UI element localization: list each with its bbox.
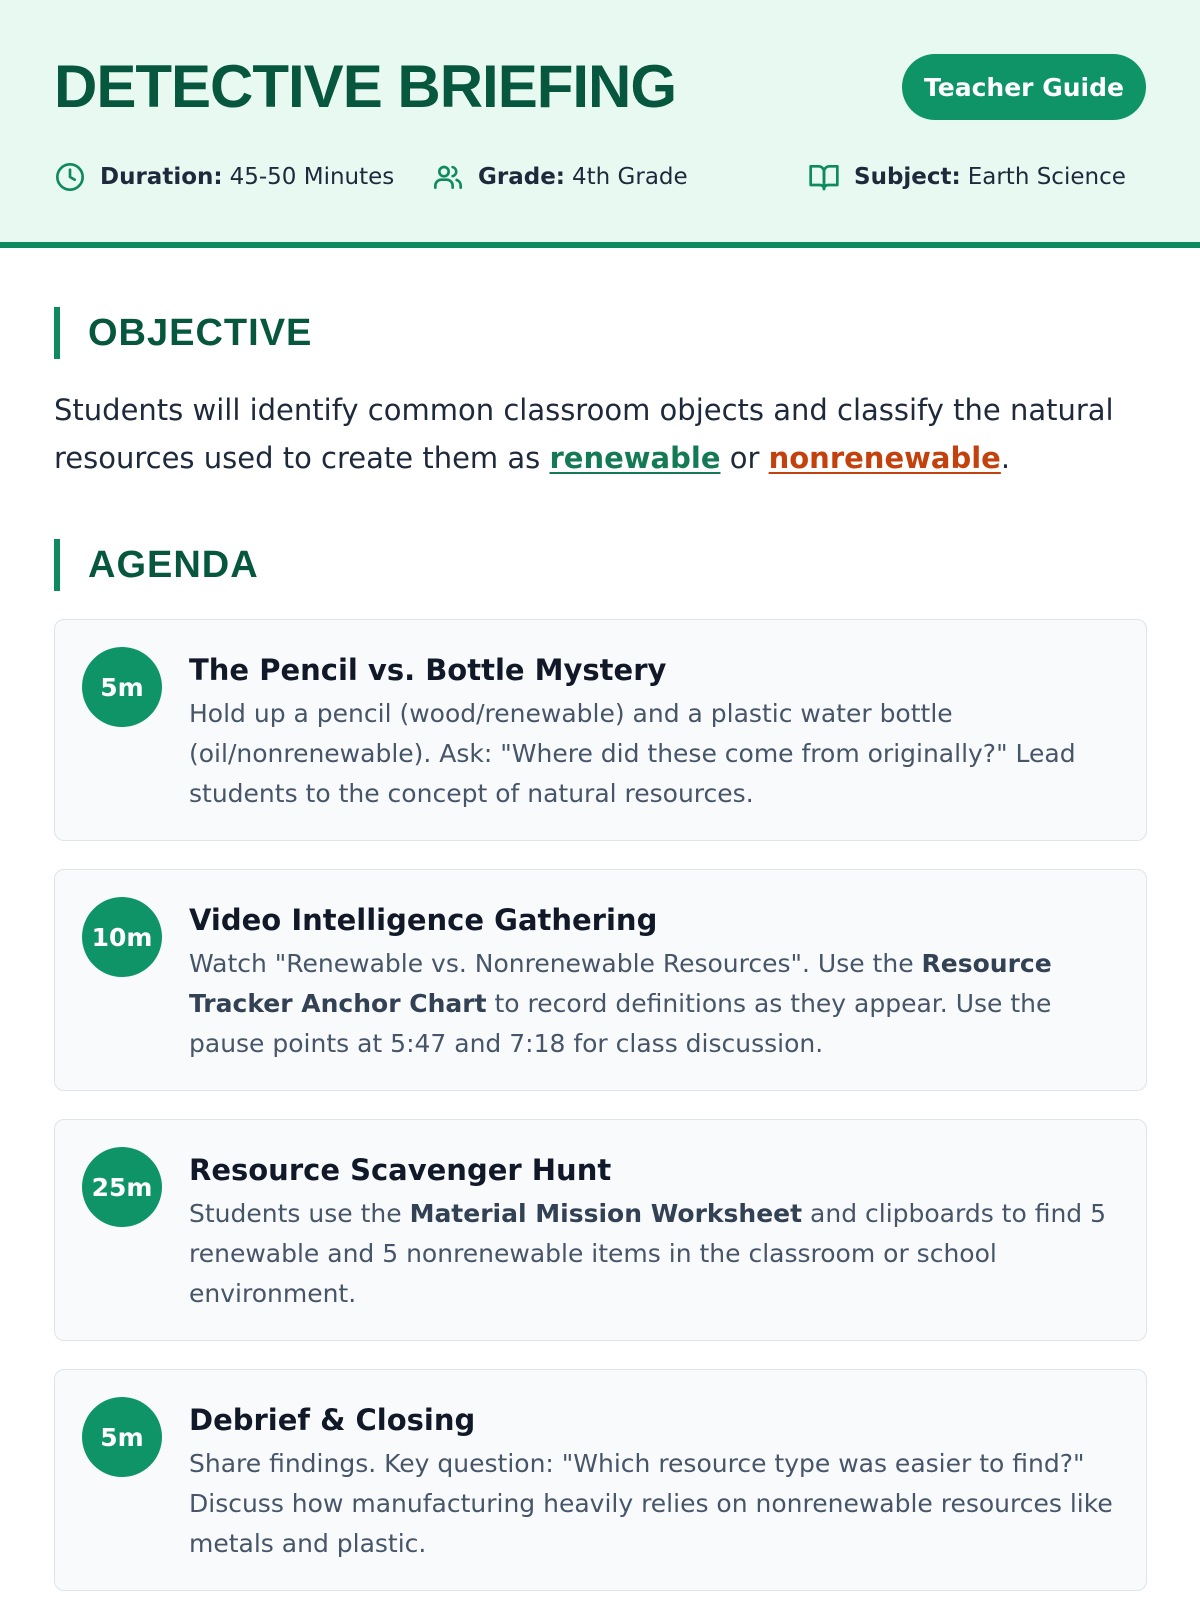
meta-subject <box>808 160 1126 194</box>
meta-subject-label: Subject: <box>854 164 961 190</box>
agenda-item-text: Share findings. Key question: "Which resource type was easier to find?" Discuss how manufacturing heavily relies on nonrenewable resources like metals and plastic. <box>189 1449 1113 1558</box>
agenda-item <box>54 1369 1147 1591</box>
meta-grade-value: 4th Grade <box>572 164 688 190</box>
meta-grade-label: Grade: <box>478 164 566 190</box>
time-badge: 5m <box>82 1397 162 1477</box>
page-header <box>0 0 1200 248</box>
agenda-item-text: and clipboards to find 5 renewable and 5 nonrenewable items in the classroom or school environment. <box>189 1199 1107 1308</box>
agenda-item-description <box>189 1194 1124 1314</box>
agenda-item-title: Video Intelligence Gathering <box>189 903 658 937</box>
agenda-item-title: Resource Scavenger Hunt <box>189 1153 612 1187</box>
agenda-item-text: to record definitions as they appear. Use the pause points at 5:47 and 7:18 for class discussion. <box>189 989 1052 1058</box>
objective-text-end: . <box>1000 441 1011 475</box>
time-badge: 10m <box>82 897 162 977</box>
worksheet-reference: Material Mission Worksheet <box>409 1199 803 1228</box>
clock-icon <box>54 161 86 193</box>
agenda-item <box>54 1119 1147 1341</box>
agenda-item-text: Hold up a pencil (wood/renewable) and a plastic water bottle (oil/nonrenewable). Ask: "Where did these come from originally?" Lead students to the concept of natural resources. <box>189 699 1076 808</box>
time-badge: 5m <box>82 647 162 727</box>
time-badge: 25m <box>82 1147 162 1227</box>
objective-text <box>54 386 1154 482</box>
agenda-item-text: Watch "Renewable vs. Nonrenewable Resources". Use the <box>189 949 922 978</box>
renewable-keyword: renewable <box>549 441 721 475</box>
objective-text-or: or <box>720 441 769 475</box>
agenda-item-description <box>189 1444 1124 1564</box>
meta-duration-label: Duration: <box>100 164 223 190</box>
meta-duration-value: 45-50 Minutes <box>229 164 395 190</box>
agenda-item-title: Debrief & Closing <box>189 1403 476 1437</box>
objective-text-start: Students will identify common classroom objects and classify the natural resources used to create them as <box>54 393 1114 475</box>
nonrenewable-keyword: nonrenewable <box>768 441 1001 475</box>
teacher-guide-button[interactable]: Teacher Guide <box>902 54 1146 120</box>
book-icon <box>808 161 840 193</box>
meta-duration <box>54 160 394 194</box>
agenda-item-text: Students use the <box>189 1199 410 1228</box>
meta-subject-value: Earth Science <box>967 164 1126 190</box>
agenda-item-description <box>189 944 1124 1064</box>
page-title: DETECTIVE BRIEFING <box>54 53 677 120</box>
agenda-item <box>54 619 1147 841</box>
agenda-heading: AGENDA <box>54 539 259 591</box>
meta-grade <box>432 160 688 194</box>
objective-heading: OBJECTIVE <box>54 307 312 359</box>
agenda-item-description <box>189 694 1124 814</box>
agenda-item-title: The Pencil vs. Bottle Mystery <box>189 653 667 687</box>
anchor-chart-reference: Resource Tracker Anchor Chart <box>189 949 1052 1018</box>
agenda-item <box>54 869 1147 1091</box>
users-icon <box>432 161 464 193</box>
